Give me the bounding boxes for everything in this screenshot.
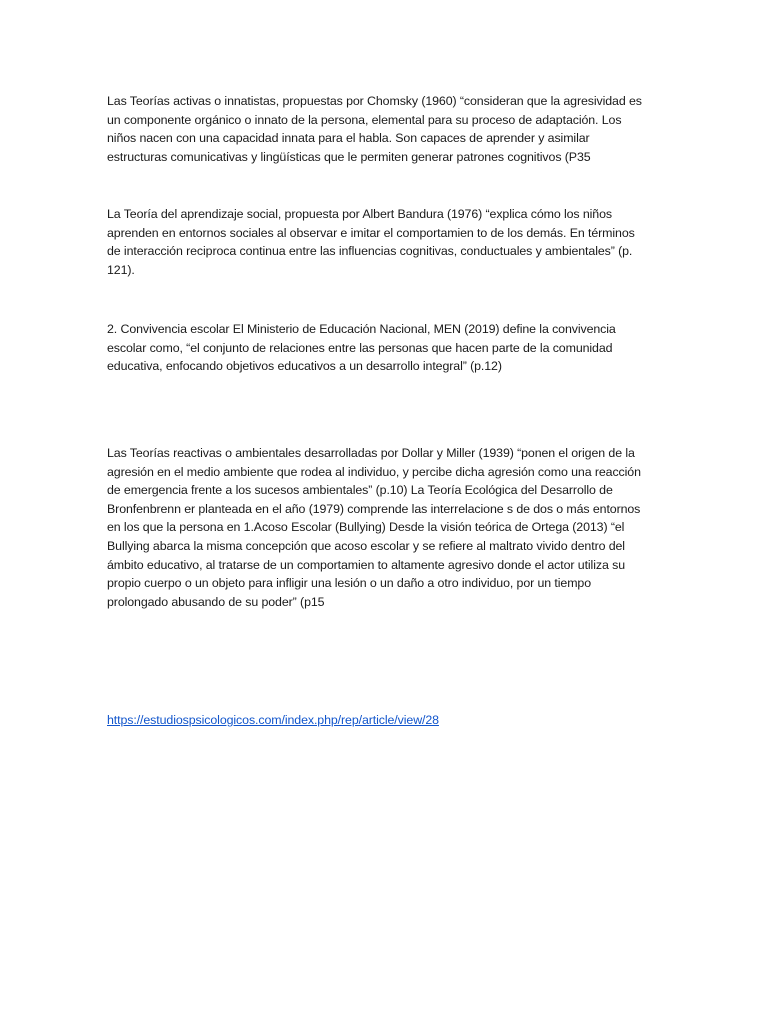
- paragraph-convivencia-escolar: 2. Convivencia escolar El Ministerio de Educación Nacional, MEN (2019) define la convivencia escolar como, “el conjunto de relaciones entre las personas que hacen parte de la comunidad educativa, enfocando objetivos educativos a un desarrollo integral” (p.12): [107, 322, 616, 374]
- paragraph-aprendizaje-social: La Teoría del aprendizaje social, propuesta por Albert Bandura (1976) “explica cómo los niños aprenden en entornos sociales al observar e imitar el comportamien to de los demás. En términos de interacción reciproca continua entre las influencias cognitivas, conductuales y ambientales” (p. 121).: [107, 207, 635, 277]
- paragraph-teorias-reactivas: Las Teorías reactivas o ambientales desarrolladas por Dollar y Miller (1939) “ponen el origen de la agresión en el medio ambiente que rodea al individuo, y percibe dicha agresión como una reacción de emergencia frente a los sucesos ambientales” (p.10) La Teoría Ecológica del Desarrollo de Bronfenbrenn er planteada en el año (1979) comprende las interrelacione s de dos o más entornos en los que la persona en 1.Acoso Escolar (Bullying) Desde la visión teórica de Ortega (2013) “el Bullying abarca la misma concepción que acoso escolar y se refiere al maltrato vivido dentro del ámbito educativo, al tratarse de un comportamien to altamente agresivo donde el actor utiliza su propio cuerpo o un objeto para infligir una lesión o un daño a otro individuo, por un tiempo prolongado abusando de su poder” (p15: [107, 446, 641, 609]
- paragraph-teorias-activas: Las Teorías activas o innatistas, propuestas por Chomsky (1960) “consideran que la agresividad es un componente orgánico o innato de la persona, elemental para su proceso de adaptación. Los niños nacen con una capacidad innata para el habla. Son capaces de aprender y asimilar estructuras comunicativas y lingüísticas que le permiten generar patrones cognitivos (P35: [107, 94, 642, 164]
- reference-link[interactable]: https://estudiospsicologicos.com/index.php/rep/article/view/28: [107, 713, 439, 727]
